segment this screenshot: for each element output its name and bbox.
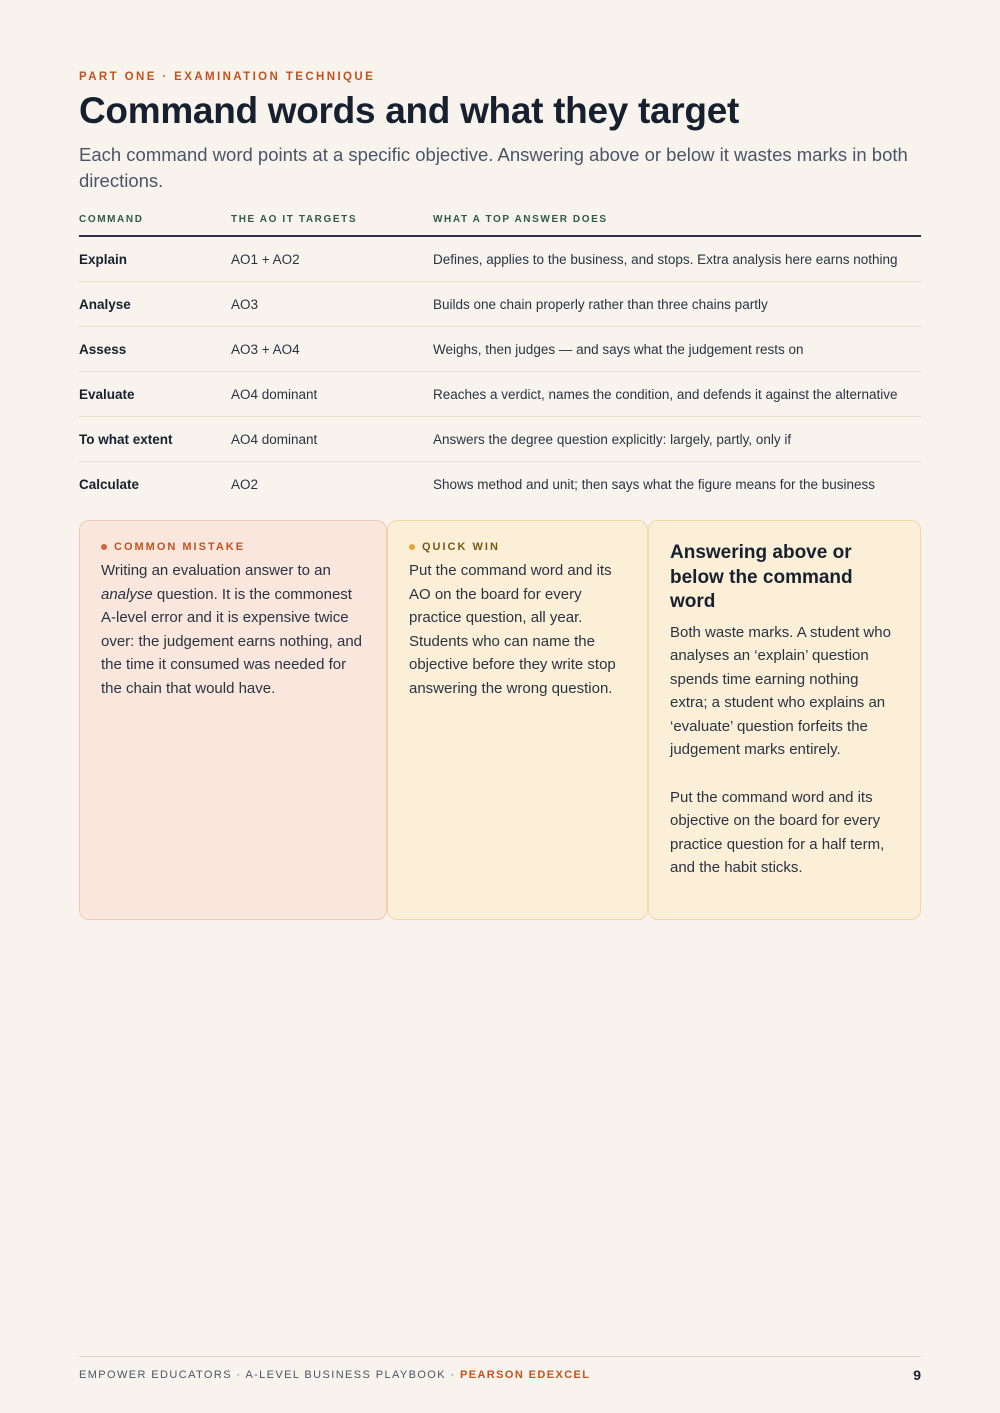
footer-credit: [79, 1369, 590, 1381]
top-answer-cell: Builds one chain properly rather than three chains partly: [433, 282, 921, 327]
command-cell: Assess: [79, 327, 231, 372]
common-mistake-text-start: Writing an evaluation answer to an: [101, 562, 331, 579]
command-cell: Analyse: [79, 282, 231, 327]
top-answer-cell: Defines, applies to the business, and stops. Extra analysis here earns nothing: [433, 236, 921, 282]
answering-heading: Answering above or below the command word: [670, 542, 853, 612]
page-footer: [79, 1367, 921, 1383]
quick-win-label: [409, 541, 626, 553]
command-cell: Calculate: [79, 476, 140, 492]
table-row: [79, 372, 921, 417]
ao-cell: AO2: [231, 476, 259, 492]
bullet-dot-icon: [409, 544, 415, 550]
page-number: 9: [913, 1367, 921, 1383]
footer-credit-text: EMPOWER EDUCATORS · A-LEVEL BUSINESS PLAYBOOK ·: [79, 1369, 460, 1381]
table-row: [79, 236, 921, 282]
answering-paragraph-2: Put the command word and its objective on the board for every practice question for a half term, and the habit sticks.: [670, 788, 885, 877]
ao-cell: AO4 dominant: [231, 372, 433, 417]
column-header-ao: THE AO IT TARGETS: [231, 213, 433, 236]
common-mistake-label-text: COMMON MISTAKE: [114, 541, 246, 553]
command-words-table: [79, 213, 921, 506]
top-answer-cell: Reaches a verdict, names the condition, and defends it against the alternative: [433, 372, 921, 417]
top-answer-cell: Answers the degree question explicitly: largely, partly, only if: [433, 417, 921, 462]
command-cell: To what extent: [79, 417, 231, 462]
answering-paragraph-1: Both waste marks. A student who analyses an ‘explain’ question spends time earning nothing extra; a student who explains an ‘evaluate’ question forfeits the judgement marks entirely.: [670, 623, 891, 759]
top-answer-cell: Weighs, then judges — and says what the judgement rests on: [433, 327, 921, 372]
footer-brand: PEARSON EDEXCEL: [459, 1369, 591, 1381]
section-kicker: PART ONE · EXAMINATION TECHNIQUE: [79, 71, 376, 83]
column-header-command: COMMAND: [79, 213, 231, 236]
table-row: [79, 282, 921, 327]
quick-win-label-text: QUICK WIN: [422, 541, 500, 553]
common-mistake-callout: [79, 520, 387, 920]
document-page: [79, 0, 921, 1413]
ao-cell: AO1 + AO2: [231, 236, 433, 282]
footer-divider: [79, 1356, 921, 1357]
table-row: [79, 417, 921, 462]
ao-cell: AO4 dominant: [231, 417, 433, 462]
table-header-row: [79, 213, 921, 236]
page-lede: Each command word points at a specific objective. Answering above or below it wastes marks in both directions.: [79, 144, 908, 191]
ao-cell: AO3: [231, 282, 433, 327]
common-mistake-label: [101, 541, 365, 553]
common-mistake-emphasis: analyse: [101, 585, 153, 603]
column-header-top-answer: WHAT A TOP ANSWER DOES: [433, 213, 921, 236]
page-title: Command words and what they target: [79, 90, 739, 131]
bullet-dot-icon: [101, 544, 107, 550]
ao-cell: AO3 + AO4: [231, 327, 433, 372]
quick-win-callout: [387, 520, 648, 920]
top-answer-cell: Shows method and unit; then says what the figure means for the business: [433, 476, 876, 492]
command-cell: Explain: [79, 236, 231, 282]
table-row: [79, 462, 921, 507]
quick-win-text: Put the command word and its AO on the board for every practice question, all year. Students who can name the objective before they write stop answering the wrong question.: [409, 562, 616, 697]
common-mistake-text: [101, 559, 365, 701]
answering-callout: [648, 520, 921, 920]
common-mistake-text-end: question. It is the commonest A-level error and it is expensive twice over: the judgement earns nothing, and the time it consumed was needed for the chain that would have.: [101, 585, 363, 697]
command-cell: Evaluate: [79, 372, 231, 417]
table-row: [79, 327, 921, 372]
